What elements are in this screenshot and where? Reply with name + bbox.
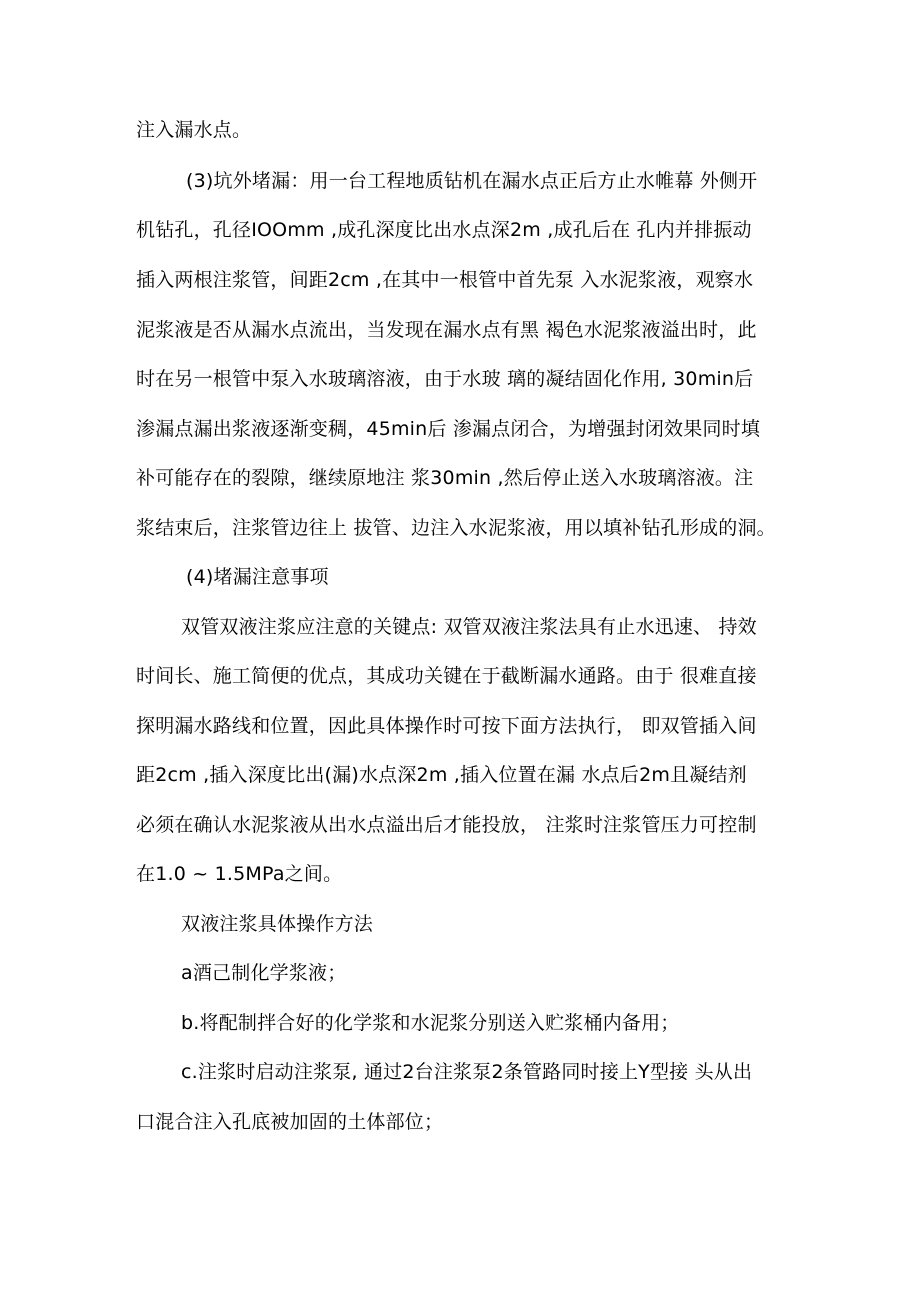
list-item: a酒己制化学浆液；: [181, 962, 347, 984]
text-line: 补可能存在的裂隙，继续原地注 浆30min ,然后停止送入水玻璃溶液。注: [136, 467, 754, 489]
paragraph-heading: (3)坑外堵漏：用一台工程地质钻机在漏水点正后方止水帷幕 外侧开: [186, 170, 758, 192]
text-line: 在1.0 ~ 1.5MPa之间。: [136, 863, 343, 885]
text-line: 泥浆液是否从漏水点流出，当发现在漏水点有黑 褐色水泥浆液溢出时，此: [136, 319, 757, 341]
list-item: b.将配制拌合好的化学浆和水泥浆分别送入贮浆桶内备用；: [181, 1012, 680, 1034]
text-line: 双管双液注浆应注意的关键点: 双管双液注浆法具有止水迅速、 持效: [181, 616, 757, 638]
text-line: 口混合注入孔底被加固的土体部位；: [136, 1111, 444, 1133]
text-line: 渗漏点漏出浆液逐渐变稠，45min后 渗漏点闭合，为增强封闭效果同时填: [136, 418, 761, 440]
text-line: 探明漏水路线和位置，因此具体操作时可按下面方法执行， 即双管插入间: [136, 715, 757, 737]
text-line: 必须在确认水泥浆液从出水点溢出后才能投放， 注浆时注浆管压力可控制: [136, 814, 757, 836]
text-line: 时间长、施工简便的优点，其成功关键在于截断漏水通路。由于 很难直接: [136, 665, 757, 687]
section-heading: (4)堵漏注意事项: [186, 566, 329, 588]
text-line: 注入漏水点。: [136, 119, 252, 141]
list-item: c.注浆时启动注浆泵, 通过2台注浆泵2条管路同时接上Y型接 头从出: [181, 1061, 753, 1083]
text-line: 浆结束后，注浆管边往上 拔管、边注入水泥浆液，用以填补钻孔形成的洞。: [136, 517, 776, 539]
text-line: 机钻孔，孔径IOOmm ,成孔深度比出水点深2m ,成孔后在 孔内并排振动: [136, 219, 752, 241]
text-line: 时在另一根管中泵入水玻璃溶液，由于水玻 璃的凝结固化作用, 30min后: [136, 368, 754, 390]
section-heading: 双液注浆具体操作方法: [181, 913, 374, 935]
text-line: 插入两根注浆管，间距2cm ,在其中一根管中首先泵 入水泥浆液，观察水: [136, 269, 754, 291]
text-line: 距2cm ,插入深度比出(漏)水点深2m ,插入位置在漏 水点后2m且凝结剂: [136, 764, 747, 786]
